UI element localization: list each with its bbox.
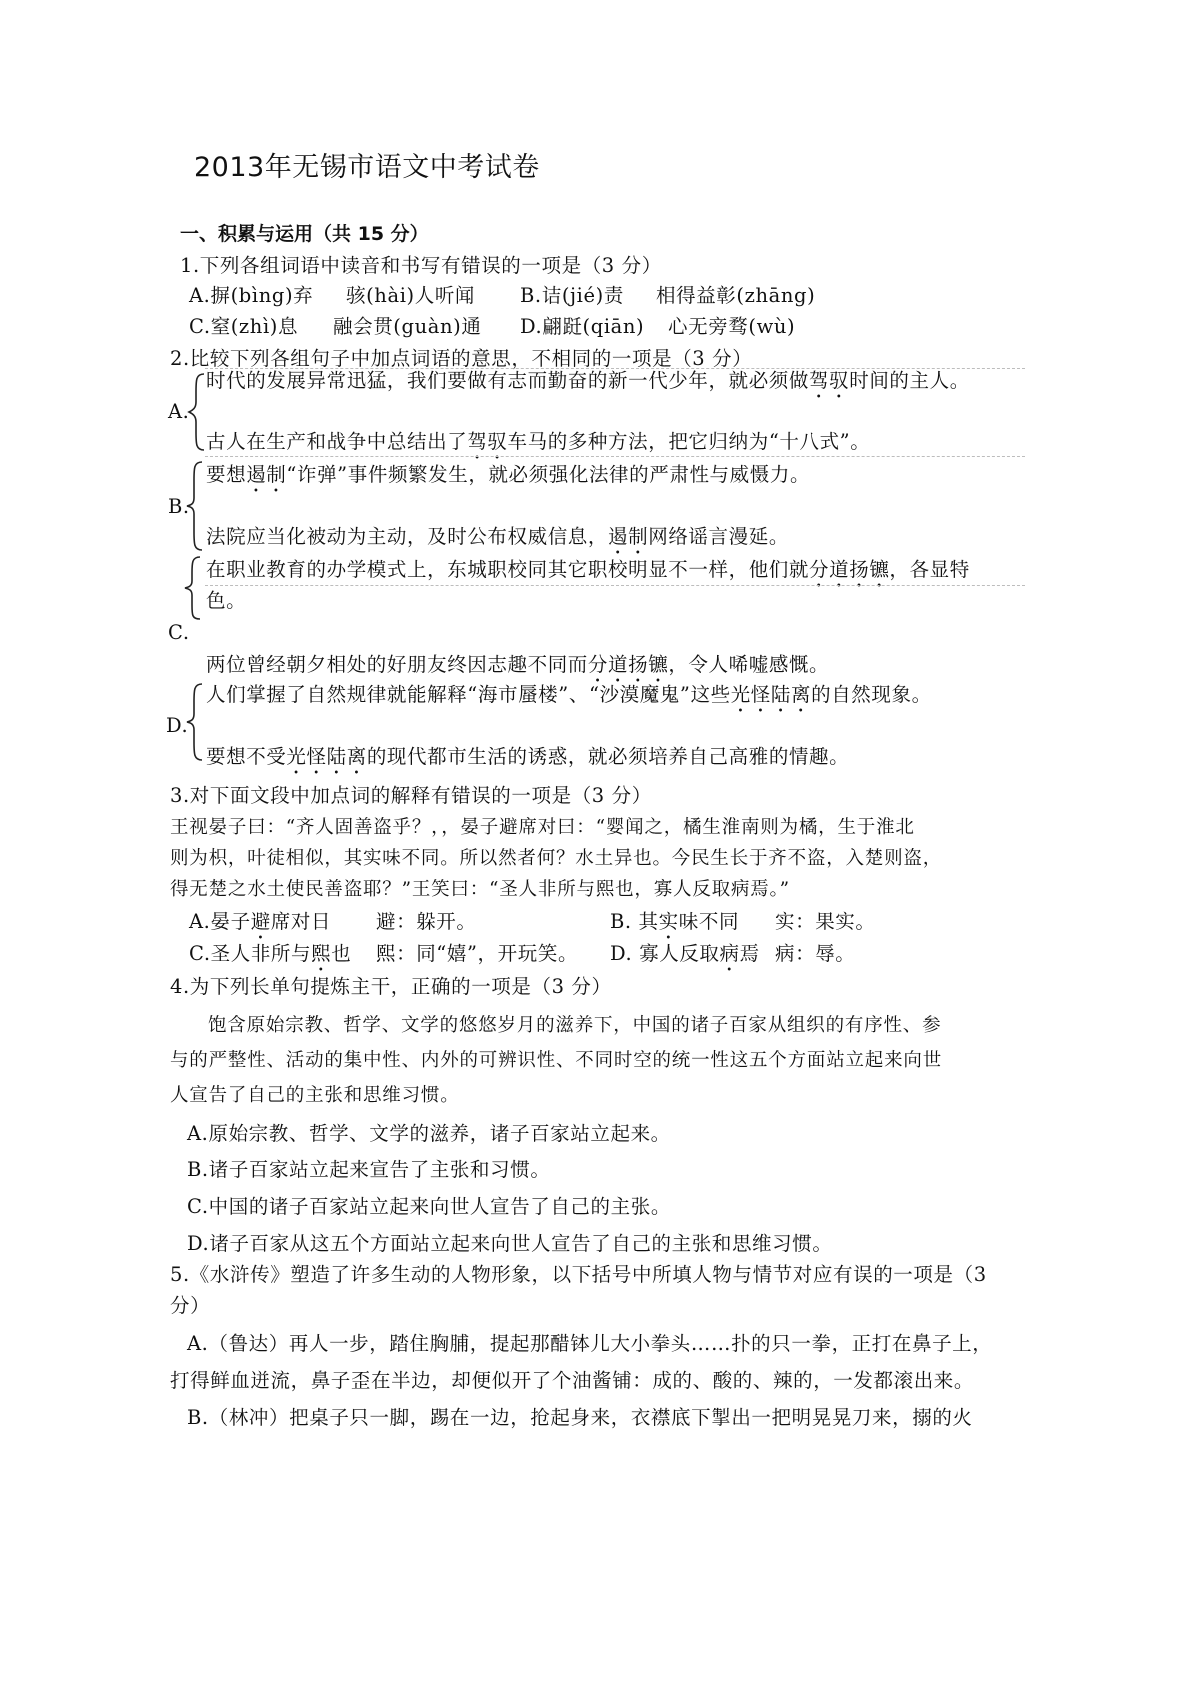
dotted-word: 分道扬镳 (587, 653, 669, 676)
text: 两位曾经朝夕相处的好朋友终因志趣不同而 (206, 653, 588, 676)
q1-option-c-word2: 融会贯(guàn)通 (333, 315, 482, 338)
text: 网络谣言漫延。 (648, 525, 789, 548)
dotted-word: 熙 (311, 942, 332, 965)
q2-c-sentence-1 (206, 556, 970, 592)
text: D. 寡人反取 (610, 942, 720, 965)
q4-passage-line: 与的严整性、活动的集中性、内外的可辨识性、不同时空的统一性这五个方面站立起来向世 (170, 1050, 943, 1071)
q5-option-a-line: A.（鲁达）再人一步，踏住胸脯，提起那醋钵儿大小拳头……扑的只一拳，正打在鼻子上， (187, 1332, 993, 1355)
q1-a-word1: A.摒(bìng)弃 (189, 284, 314, 307)
text: 要想 (206, 463, 247, 486)
text: 也 (331, 942, 352, 965)
text: A.晏子 (189, 910, 251, 933)
text: 在职业教育的办学模式上，东城职校同其它职校明显不一样，他们就 (206, 558, 810, 581)
dotted-word: 驾驭 (809, 369, 850, 392)
dotted-word: 光怪陆离 (730, 683, 812, 706)
text: ，令人唏嘘感慨。 (668, 653, 830, 676)
text: 的自然现象。 (811, 683, 932, 706)
text: 要想不受 (206, 745, 287, 768)
dotted-word: 驾驭 (467, 430, 508, 453)
q3-option-b-explanation: 实：果实。 (775, 910, 876, 933)
question-5-stem-cont: 分） (170, 1294, 211, 1317)
q3-option-a-explanation: 避：躲开。 (376, 910, 477, 933)
q4-option-c: C.中国的诸子百家站立起来向世人宣告了自己的主张。 (187, 1195, 671, 1218)
question-2-stem: 2.比较下列各组句子中加点词语的意思，不相同的一项是（3 分） (170, 347, 753, 370)
question-5-stem: 5.《水浒传》塑造了许多生动的人物形象，以下括号中所填人物与情节对应有误的一项是（3 (170, 1263, 987, 1286)
q2-d-label: D. (166, 714, 189, 737)
q4-passage-line: 人宣告了自己的主张和思维习惯。 (170, 1085, 460, 1106)
text: 古人在生产和战争中总结出了 (206, 430, 468, 453)
text: 味不同 (678, 910, 740, 933)
text: B. 其 (610, 910, 659, 933)
text: 的现代都市生活的诱惑，就必须培养自己高雅的情趣。 (366, 745, 850, 768)
q2-c-sentence-1-cont: 色。 (206, 589, 247, 612)
q1-option-b-word2: 相得益彰(zhāng) (656, 284, 816, 307)
q2-d-sentence-1 (206, 681, 932, 717)
q5-option-b-line: B.（林冲）把桌子只一脚，踢在一边，抢起身来，衣襟底下掣出一把明晃晃刀来，搦的火 (187, 1406, 973, 1429)
q3-passage-line: 得无楚之水土使民善盗耶？”王笑曰：“圣人非所与熙也，寡人反取病焉。” (170, 879, 790, 900)
page-title: 2013年无锡市语文中考试卷 (194, 152, 540, 183)
q1-option-a-word2: 骇(hài)人听闻 (346, 284, 476, 307)
question-3-stem: 3.对下面文段中加点词的解释有错误的一项是（3 分） (170, 784, 652, 807)
text: 时代的发展异常迅猛，我们要做有志而勤奋的新一代少年，就必须做 (206, 369, 810, 392)
q5-option-a-line: 打得鲜血迸流，鼻子歪在半边，却便似开了个油酱铺：成的、酸的、辣的，一发都滚出来。 (170, 1369, 975, 1392)
q1-option-a (189, 282, 313, 310)
q4-option-d: D.诸子百家从这五个方面站立起来向世人宣告了自己的主张和思维习惯。 (187, 1232, 833, 1255)
q2-b-label: B. (168, 495, 190, 518)
text: 车马的多种方法，把它归纳为“十八式”。 (507, 430, 871, 453)
q3-passage-line: 则为枳，叶徒相似，其实味不同。所以然者何？水土异也。今民生长于齐不盗，入楚则盗， (170, 848, 943, 869)
q2-a-label: A. (168, 400, 190, 423)
q1-option-d: D.翩跹(qiān) (520, 315, 645, 338)
dotted-word: 病 (719, 942, 740, 965)
q2-b-sentence-2 (206, 523, 789, 559)
brace-c (184, 555, 204, 621)
text: 席对日 (270, 910, 332, 933)
q2-a-sentence-1 (206, 367, 970, 403)
dotted-word: 遏制 (246, 463, 287, 486)
q2-c-label: C. (168, 621, 190, 644)
text: 法院应当化被动为主动，及时公布权威信息， (206, 525, 609, 548)
dashed-divider (205, 585, 1025, 586)
text: C.圣人非所与 (189, 942, 312, 965)
q1-option-c: C.窒(zhì)息 (189, 315, 299, 338)
dotted-word: 光怪陆离 (286, 745, 367, 768)
text: “诈弹”事件频繁发生，就必须强化法律的严肃性与威慑力。 (286, 463, 811, 486)
q3-option-d (610, 940, 760, 976)
dotted-word: 实 (658, 910, 679, 933)
q3-option-c-explanation: 熙：同“嬉”，开玩笑。 (376, 942, 579, 965)
q4-option-a: A.原始宗教、哲学、文学的滋养，诸子百家站立起来。 (187, 1122, 671, 1145)
brace-b (186, 460, 206, 552)
q3-option-a (189, 908, 331, 944)
question-1-stem: 1.下列各组词语中读音和书写有错误的一项是（3 分） (180, 254, 662, 277)
text: 焉 (739, 942, 760, 965)
q1-option-b: B.诘(jié)责 (520, 284, 624, 307)
q2-d-sentence-2 (206, 743, 849, 779)
text: 时间的主人。 (849, 369, 970, 392)
text: ，各显特 (889, 558, 970, 581)
dotted-word: 分道扬镳 (809, 558, 890, 581)
q4-option-b: B.诸子百家站立起来宣告了主张和习惯。 (187, 1158, 551, 1181)
brace-a (188, 372, 208, 452)
dotted-word: 避 (250, 910, 271, 933)
q4-passage-line: 饱含原始宗教、哲学、文学的悠悠岁月的滋养下，中国的诸子百家从组织的有序性、参 (208, 1015, 942, 1036)
question-4-stem: 4.为下列长单句提炼主干，正确的一项是（3 分） (170, 975, 612, 998)
brace-d (186, 682, 206, 762)
q2-b-sentence-1 (206, 461, 810, 497)
q1-option-d-word2: 心无旁骛(wù) (668, 315, 796, 338)
q3-option-c (189, 940, 351, 976)
q3-option-d-explanation: 病：辱。 (775, 942, 856, 965)
q3-passage-line: 王视晏子曰：“齐人固善盗乎？，，晏子避席对曰：“婴闻之，橘生淮南则为橘，生于淮北 (170, 817, 915, 838)
section-heading: 一、积累与运用（共 15 分） (180, 223, 429, 245)
dashed-divider (205, 456, 1025, 457)
q3-option-b (610, 908, 739, 944)
q2-a-sentence-2 (206, 428, 870, 464)
dotted-word: 遏制 (608, 525, 649, 548)
text: 人们掌握了自然规律就能解释“海市蜃楼”、“沙漠魔鬼”这些 (206, 683, 731, 706)
